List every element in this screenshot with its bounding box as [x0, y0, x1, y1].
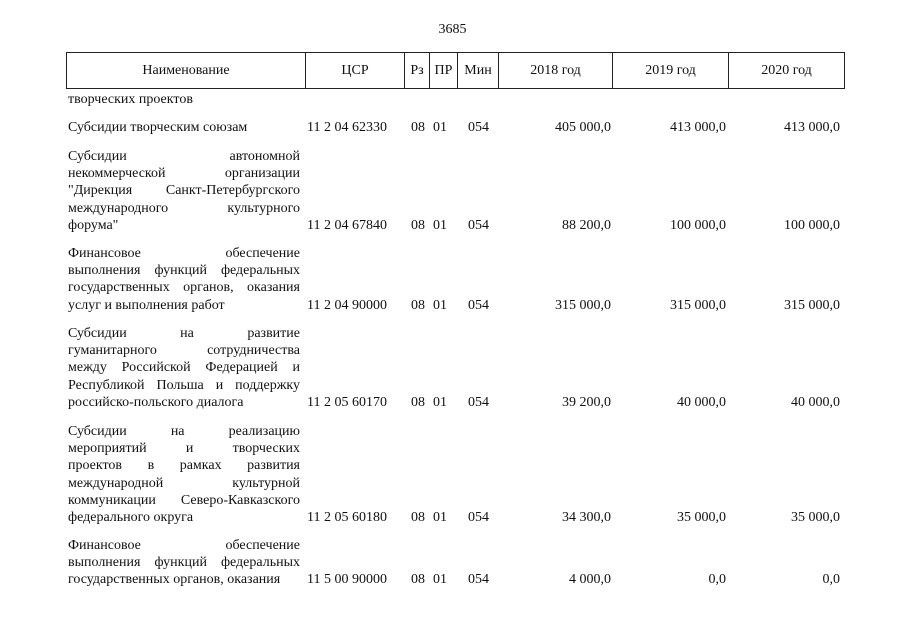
row-name-line: федерального округа	[68, 510, 194, 526]
row-name	[68, 148, 300, 234]
row-csr: 11 2 04 62330	[307, 120, 387, 135]
row-2019: 0,0	[708, 572, 726, 588]
row-rz: 08	[411, 572, 425, 588]
row-2018: 315 000,0	[555, 297, 611, 313]
row-name-line: выполнения функций федеральных	[68, 555, 300, 571]
row-pr: 01	[433, 510, 447, 525]
header-min: Мин	[457, 53, 498, 88]
row-min: 054	[468, 394, 489, 410]
row-2019: 413 000,0	[670, 120, 726, 135]
row-pr: 01	[433, 297, 447, 313]
row-rz: 08	[411, 297, 425, 313]
row-name-line: между Российской Федерацией и	[68, 360, 300, 376]
row-name-line: выполнения функций федеральных	[68, 263, 300, 279]
row-name-line: форума"	[68, 217, 119, 233]
row-name-line: гуманитарного сотрудничества	[68, 343, 300, 359]
row-csr: 11 2 05 60170	[307, 394, 387, 410]
row-rz: 08	[411, 120, 425, 135]
row-2020: 413 000,0	[784, 120, 840, 135]
row-pr: 01	[433, 217, 447, 233]
header-csr: ЦСР	[305, 53, 404, 88]
row-rz: 08	[411, 394, 425, 410]
row-csr: 11 2 04 67840	[307, 217, 387, 233]
header-2018: 2018 год	[498, 53, 612, 88]
row-pr: 01	[433, 572, 447, 588]
row-name-line: Субсидии на реализацию	[68, 424, 300, 439]
row-name	[68, 325, 300, 411]
header-2019: 2019 год	[612, 53, 728, 88]
row-csr: 11 5 00 90000	[307, 572, 387, 588]
header-rz: Рз	[404, 53, 429, 88]
row-name-line: российско-польского диалога	[68, 394, 244, 410]
row-name-line: Республикой Польша и поддержку	[68, 377, 300, 393]
row-2019: 40 000,0	[677, 394, 726, 410]
row-name	[68, 423, 300, 526]
row-name-line: Финансовое обеспечение	[68, 246, 300, 261]
row-min: 054	[468, 297, 489, 313]
row-2020: 0,0	[822, 572, 840, 588]
row-name-line: государственных органов, оказания	[68, 280, 300, 296]
row-2018: 39 200,0	[562, 394, 611, 410]
row-2018: 34 300,0	[562, 510, 611, 525]
row-2018: 88 200,0	[562, 217, 611, 233]
row-csr: 11 2 05 60180	[307, 510, 387, 525]
row-2020: 315 000,0	[784, 297, 840, 313]
row-name-line: мероприятий и творческих	[68, 441, 300, 457]
row-name-line: Субсидии творческим союзам	[68, 120, 248, 135]
row-pr: 01	[433, 120, 447, 135]
row-2019: 35 000,0	[677, 510, 726, 525]
row-pr: 01	[433, 394, 447, 410]
header-2020: 2020 год	[728, 53, 844, 88]
row-name	[68, 245, 300, 314]
row-name-line: международного культурного	[68, 200, 300, 216]
row-name	[68, 537, 300, 589]
row-2018: 405 000,0	[555, 120, 611, 135]
row-name-line: проектов в рамках развития	[68, 458, 300, 474]
row-name-line: творческих проектов	[68, 92, 193, 107]
header-name: Наименование	[142, 63, 230, 78]
row-name-line: Субсидии на развитие	[68, 326, 300, 341]
page-number: 3685	[438, 22, 467, 37]
row-2019: 100 000,0	[670, 217, 726, 233]
row-2019: 315 000,0	[670, 297, 726, 313]
row-name-line: услуг и выполнения работ	[68, 297, 225, 313]
row-csr: 11 2 04 90000	[307, 297, 387, 313]
row-name-line: международной культурной	[68, 475, 300, 491]
row-name-line: Финансовое обеспечение	[68, 538, 300, 553]
row-2020: 35 000,0	[791, 510, 840, 525]
row-2018: 4 000,0	[569, 572, 611, 588]
row-min: 054	[468, 120, 489, 135]
row-2020: 40 000,0	[791, 394, 840, 410]
row-min: 054	[468, 217, 489, 233]
row-min: 054	[468, 572, 489, 588]
row-name-line: коммуникации Северо-Кавказского	[68, 492, 300, 508]
row-name	[68, 119, 300, 136]
row-name-line: Субсидии автономной	[68, 149, 300, 164]
table-header	[66, 52, 845, 89]
row-name-line: некоммерческой организации	[68, 166, 300, 182]
header-pr: ПР	[429, 53, 457, 88]
row-min: 054	[468, 510, 489, 525]
row-rz: 08	[411, 510, 425, 525]
row-rz: 08	[411, 217, 425, 233]
row-name	[68, 91, 300, 108]
row-2020: 100 000,0	[784, 217, 840, 233]
row-name-line: "Дирекция Санкт-Петербургского	[68, 183, 300, 199]
row-name-line: государственных органов, оказания	[68, 572, 281, 588]
